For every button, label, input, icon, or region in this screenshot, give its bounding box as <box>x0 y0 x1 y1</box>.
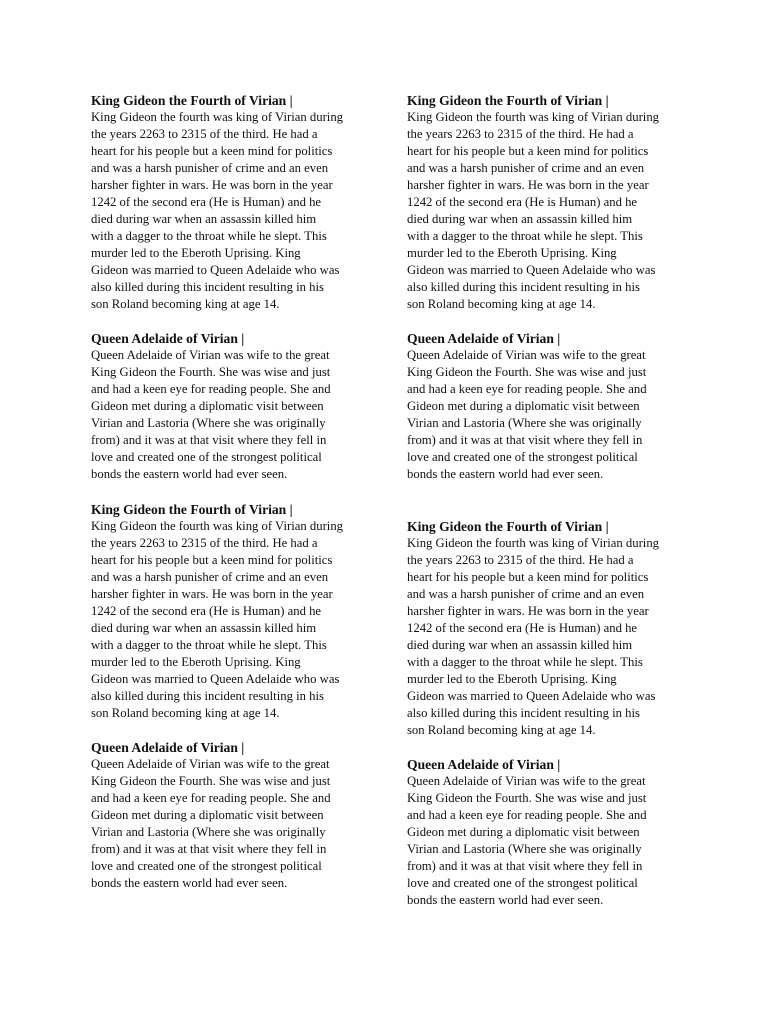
body-line: harsher fighter in wars. He was born in the year <box>91 178 333 192</box>
body-line: from) and it was at that visit where they fell in <box>407 859 643 873</box>
body-line: son Roland becoming king at age 14. <box>407 723 596 737</box>
body-line: the years 2263 to 2315 of the third. He had a <box>407 553 634 567</box>
body-line: with a dagger to the throat while he slept. This <box>407 229 643 243</box>
body-line: Gideon was married to Queen Adelaide who was <box>91 672 340 686</box>
body-line: and had a keen eye for reading people. She and <box>407 808 647 822</box>
body-line: and was a harsh punisher of crime and an even <box>407 161 645 175</box>
body-line: Virian and Lastoria (Where she was originally <box>91 825 326 839</box>
body-line: King Gideon the fourth was king of Virian during <box>407 536 660 550</box>
body-line: murder led to the Eberoth Uprising. King <box>407 672 617 686</box>
body-line: Queen Adelaide of Virian was wife to the great <box>91 757 330 771</box>
body-line: son Roland becoming king at age 14. <box>91 297 280 311</box>
entry-heading: King Gideon the Fourth of Virian | <box>407 519 609 534</box>
body-line: harsher fighter in wars. He was born in the year <box>91 587 333 601</box>
body-line: son Roland becoming king at age 14. <box>407 297 596 311</box>
entry-body <box>407 535 691 739</box>
body-line: King Gideon the fourth was king of Virian during <box>91 519 344 533</box>
body-line: Virian and Lastoria (Where she was originally <box>407 416 642 430</box>
body-line: bonds the eastern world had ever seen. <box>91 876 288 890</box>
body-line: with a dagger to the throat while he slept. This <box>91 638 327 652</box>
body-line: the years 2263 to 2315 of the third. He had a <box>91 536 318 550</box>
body-line: bonds the eastern world had ever seen. <box>91 467 288 481</box>
entry-heading: Queen Adelaide of Virian | <box>407 331 561 346</box>
body-line: Queen Adelaide of Virian was wife to the great <box>91 348 330 362</box>
body-line: King Gideon the Fourth. She was wise and just <box>407 365 647 379</box>
body-line: bonds the eastern world had ever seen. <box>407 467 604 481</box>
body-line: harsher fighter in wars. He was born in the year <box>407 604 649 618</box>
entry-queen-adelaide-right-1 <box>407 330 691 483</box>
body-line: and had a keen eye for reading people. She and <box>91 382 331 396</box>
entry-king-gideon-left-1 <box>91 92 375 313</box>
body-line: and had a keen eye for reading people. She and <box>91 791 331 805</box>
body-line: heart for his people but a keen mind for politics <box>91 144 333 158</box>
body-line: the years 2263 to 2315 of the third. He had a <box>91 127 318 141</box>
entry-body <box>91 347 375 483</box>
body-line: 1242 of the second era (He is Human) and he <box>91 604 322 618</box>
entry-heading: Queen Adelaide of Virian | <box>91 331 245 346</box>
body-line: Gideon met during a diplomatic visit between <box>407 399 640 413</box>
body-line: harsher fighter in wars. He was born in the year <box>407 178 649 192</box>
body-line: 1242 of the second era (He is Human) and he <box>407 621 638 635</box>
body-line: King Gideon the Fourth. She was wise and just <box>91 365 331 379</box>
body-line: heart for his people but a keen mind for politics <box>407 570 649 584</box>
body-line: son Roland becoming king at age 14. <box>91 706 280 720</box>
body-line: love and created one of the strongest political <box>91 859 322 873</box>
body-line: died during war when an assassin killed him <box>407 638 633 652</box>
body-line: Gideon met during a diplomatic visit between <box>91 399 324 413</box>
body-line: love and created one of the strongest political <box>407 876 638 890</box>
body-line: King Gideon the fourth was king of Virian during <box>407 110 660 124</box>
entry-heading: King Gideon the Fourth of Virian | <box>407 93 609 108</box>
body-line: King Gideon the fourth was king of Virian during <box>91 110 344 124</box>
entry-body <box>407 109 691 313</box>
body-line: Gideon was married to Queen Adelaide who was <box>91 263 340 277</box>
body-line: Gideon met during a diplomatic visit between <box>407 825 640 839</box>
entry-king-gideon-right-2 <box>407 518 691 739</box>
body-line: Virian and Lastoria (Where she was originally <box>91 416 326 430</box>
entry-body <box>91 518 375 722</box>
body-line: from) and it was at that visit where they fell in <box>91 842 327 856</box>
entry-king-gideon-right-1 <box>407 92 691 313</box>
entry-body <box>91 756 375 892</box>
body-line: died during war when an assassin killed him <box>91 212 317 226</box>
body-line: murder led to the Eberoth Uprising. King <box>407 246 617 260</box>
body-line: also killed during this incident resulting in his <box>91 280 324 294</box>
body-line: love and created one of the strongest political <box>407 450 638 464</box>
entry-queen-adelaide-left-2 <box>91 739 375 892</box>
entry-body <box>407 347 691 483</box>
body-line: and was a harsh punisher of crime and an even <box>407 587 645 601</box>
entry-queen-adelaide-left-1 <box>91 330 375 483</box>
entry-body <box>91 109 375 313</box>
entry-heading: King Gideon the Fourth of Virian | <box>91 93 293 108</box>
entry-king-gideon-left-2 <box>91 501 375 722</box>
entry-heading: Queen Adelaide of Virian | <box>91 740 245 755</box>
body-line: 1242 of the second era (He is Human) and he <box>91 195 322 209</box>
body-line: also killed during this incident resulting in his <box>91 689 324 703</box>
body-line: the years 2263 to 2315 of the third. He had a <box>407 127 634 141</box>
body-line: murder led to the Eberoth Uprising. King <box>91 246 301 260</box>
body-line: 1242 of the second era (He is Human) and he <box>407 195 638 209</box>
body-line: and was a harsh punisher of crime and an even <box>91 570 329 584</box>
body-line: died during war when an assassin killed him <box>407 212 633 226</box>
body-line: heart for his people but a keen mind for politics <box>91 553 333 567</box>
entry-body <box>407 773 691 909</box>
body-line: King Gideon the Fourth. She was wise and just <box>407 791 647 805</box>
body-line: from) and it was at that visit where they fell in <box>91 433 327 447</box>
body-line: Gideon was married to Queen Adelaide who was <box>407 689 656 703</box>
body-line: murder led to the Eberoth Uprising. King <box>91 655 301 669</box>
body-line: Virian and Lastoria (Where she was originally <box>407 842 642 856</box>
entry-heading: King Gideon the Fourth of Virian | <box>91 502 293 517</box>
body-line: Queen Adelaide of Virian was wife to the great <box>407 774 646 788</box>
body-line: also killed during this incident resulting in his <box>407 706 640 720</box>
body-line: heart for his people but a keen mind for politics <box>407 144 649 158</box>
entry-queen-adelaide-right-2 <box>407 756 691 909</box>
body-line: King Gideon the Fourth. She was wise and just <box>91 774 331 788</box>
body-line: Gideon met during a diplomatic visit between <box>91 808 324 822</box>
body-line: Gideon was married to Queen Adelaide who was <box>407 263 656 277</box>
body-line: died during war when an assassin killed him <box>91 621 317 635</box>
body-line: Queen Adelaide of Virian was wife to the great <box>407 348 646 362</box>
body-line: and was a harsh punisher of crime and an even <box>91 161 329 175</box>
body-line: from) and it was at that visit where they fell in <box>407 433 643 447</box>
body-line: also killed during this incident resulting in his <box>407 280 640 294</box>
body-line: and had a keen eye for reading people. She and <box>407 382 647 396</box>
body-line: with a dagger to the throat while he slept. This <box>91 229 327 243</box>
entry-heading: Queen Adelaide of Virian | <box>407 757 561 772</box>
body-line: bonds the eastern world had ever seen. <box>407 893 604 907</box>
body-line: love and created one of the strongest political <box>91 450 322 464</box>
body-line: with a dagger to the throat while he slept. This <box>407 655 643 669</box>
